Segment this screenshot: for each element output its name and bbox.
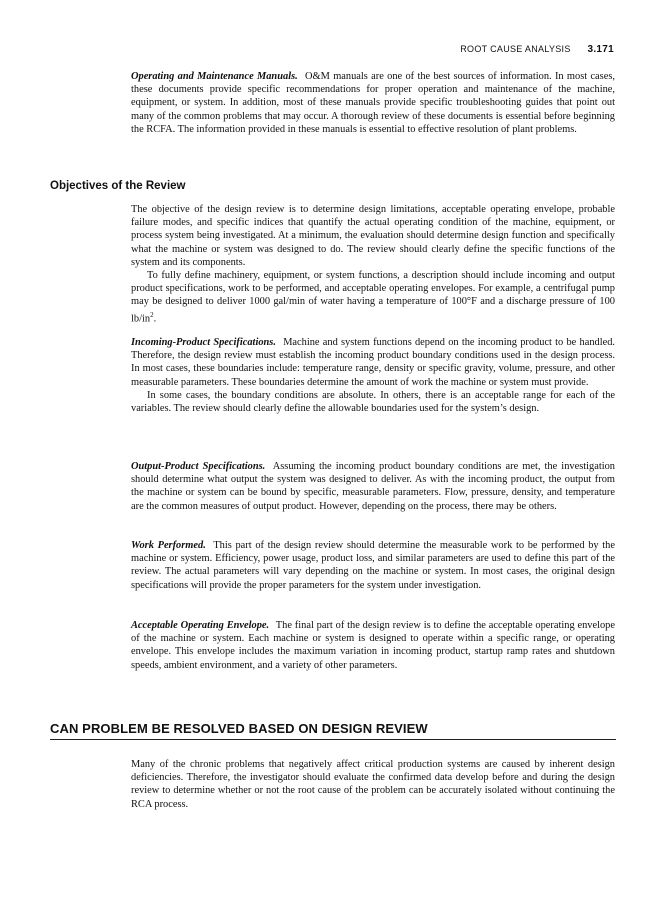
- design-review-resolution-section: [131, 758, 615, 811]
- design-review-resolution-text: Many of the chronic problems that negatively affect critical production systems are caused by inherent design deficiencies. Therefore, the investigator should evaluate the confirmed data develop before and during the design review to determine whether or not the root cause of the problem can be accurately isolated without continuing the RCA process.: [131, 759, 615, 810]
- objectives-paragraph-2-text: To fully define machinery, equipment, or system functions, a description should include incoming and output product specifications, work to be performed, and acceptable operating envelopes. For example, a centrifugal pump may be designed to deliver 1000 gal/min of water having a temperature of 100°F and a discharge pressure of 100 lb/in: [131, 270, 615, 325]
- operating-envelope-text: The final part of the design review is to define the acceptable operating envelope of the machine or system. Each machine or system is designed to operate within a specific range, or operating envelope. This envelope includes the maximum variation in incoming product, startup ramp rates and shutdown speeds, ambient environment, and a variety of other parameters.: [131, 620, 615, 671]
- objectives-paragraph-2-end: .: [153, 313, 157, 325]
- incoming-product-paragraph-2: In some cases, the boundary conditions are absolute. In others, there is an acceptable range for each of the variables. The review should clearly define the allowable boundaries used for the system’s design.: [131, 389, 615, 415]
- output-product-text: Assuming the incoming product boundary conditions are met, the investigation should determine what output the system was designed to deliver. As with the incoming product, the output from the machine or system can be bound by specific, measurable parameters. Flow, pressure, density, and temperature are the common measures of output product. However, depending on the process, there may be others.: [131, 461, 615, 512]
- operating-envelope-runin-title: Acceptable Operating Envelope.: [131, 620, 270, 631]
- output-product-section: [131, 460, 615, 513]
- work-performed-runin-title: Work Performed.: [131, 540, 206, 551]
- incoming-product-runin-title: Incoming-Product Specifications.: [131, 337, 276, 348]
- output-product-runin-title: Output-Product Specifications.: [131, 461, 266, 472]
- om-manuals-text: O&M manuals are one of the best sources of information. In most cases, these documents provide specific recommendations for proper operation and maintenance of the machine, equipment, or system. In addition, most of these manuals provide specific troubleshooting guides that point out many of the common problems that may occur. A thorough review of these documents is essential before beginning the RCFA. The information provided in these manuals is essential to effective resolution of plant problems.: [131, 71, 615, 135]
- page-number: 3.171: [587, 44, 614, 55]
- objectives-paragraph-2: [131, 269, 615, 325]
- work-performed-section: [131, 539, 615, 592]
- om-manuals-runin-title: Operating and Maintenance Manuals.: [131, 71, 298, 82]
- incoming-product-text: Machine and system functions depend on the incoming product to be handled. Therefore, the design review must establish the incoming product boundary conditions used in the design process. In most cases, these boundaries include: temperature range, density or specific gravity, volume, pressure, and other measurable parameters. These boundaries determine the amount of work the machine or system must provide.: [131, 337, 615, 388]
- design-review-resolution-heading: CAN PROBLEM BE RESOLVED BASED ON DESIGN REVIEW: [50, 721, 616, 740]
- superscript-2: 2: [150, 310, 154, 319]
- running-head: [460, 44, 614, 55]
- work-performed-text: This part of the design review should determine the measurable work to be performed by the machine or system. Efficiency, power usage, product loss, and similar parameters are used to define this part of the review. The actual parameters will vary depending on the machine or system. In most cases, the original design specifications will provide the proper parameters for the system under investigation.: [131, 540, 615, 591]
- objectives-heading: Objectives of the Review: [50, 180, 186, 192]
- objectives-paragraph-1: The objective of the design review is to determine design limitations, acceptable operating envelope, probable failure modes, and specific indices that quantify the actual operating condition of the machine, equipment, or process system being investigated. At a minimum, the evaluation should determine design function and specifically what the machine or system was designed to do. The review should clearly define the specific functions of the system and its components.: [131, 204, 615, 268]
- objectives-section: [131, 203, 615, 325]
- om-manuals-paragraph: [131, 70, 615, 136]
- running-title: ROOT CAUSE ANALYSIS: [460, 44, 571, 54]
- operating-envelope-section: [131, 619, 615, 672]
- incoming-product-section: [131, 336, 615, 415]
